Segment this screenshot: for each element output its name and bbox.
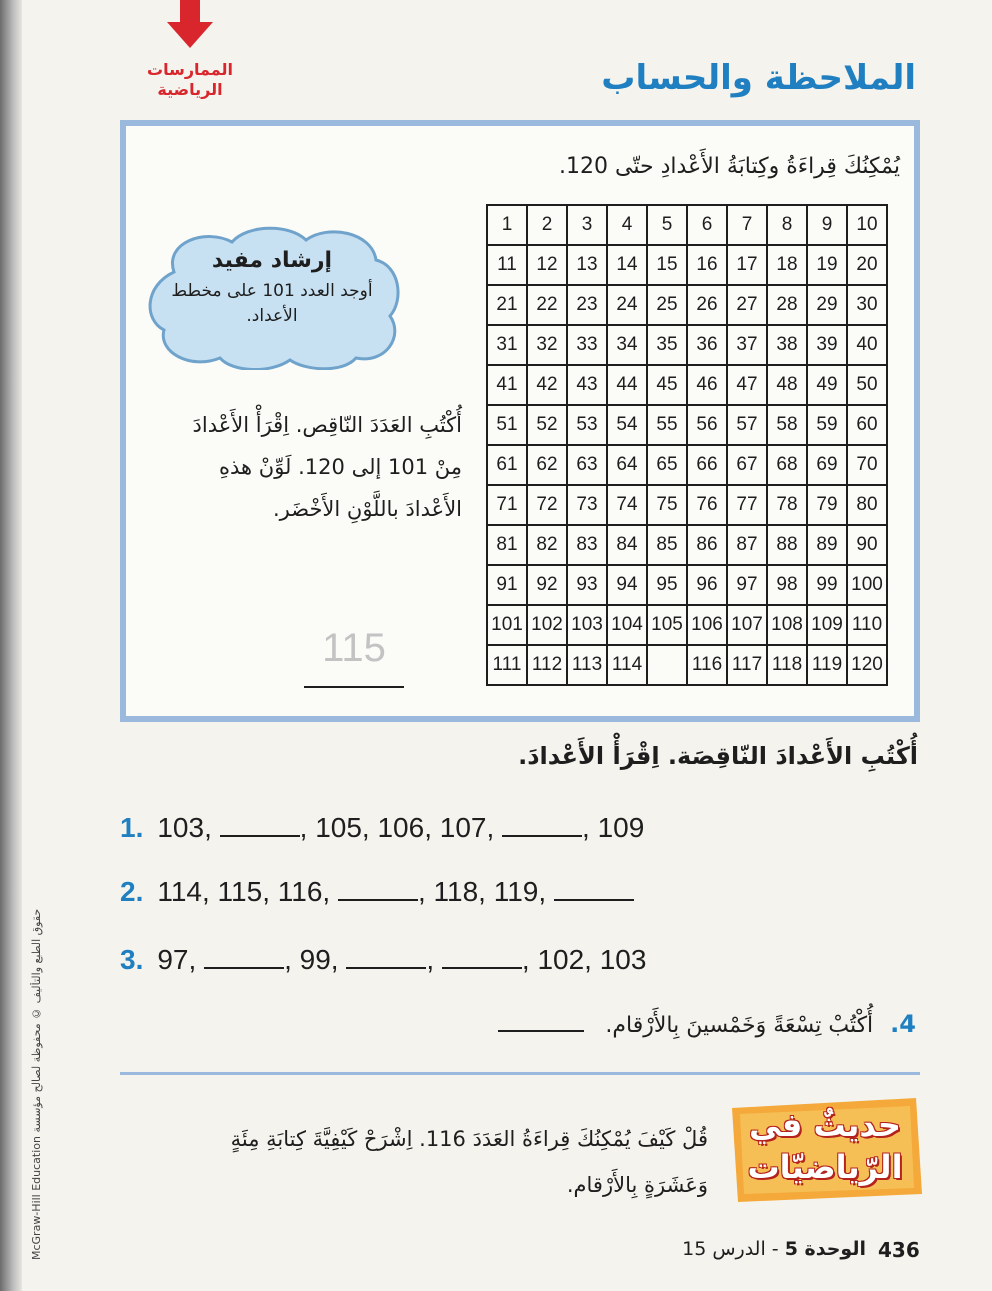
chart-cell: 44: [607, 365, 647, 405]
chart-cell: 70: [847, 445, 887, 485]
chart-cell: 104: [607, 605, 647, 645]
chart-row: [487, 445, 887, 485]
chart-cell: 45: [647, 365, 687, 405]
chart-cell: 73: [567, 485, 607, 525]
chart-cell: 108: [767, 605, 807, 645]
lesson-label: الدرس 15: [682, 1238, 766, 1260]
chart-cell: 15: [647, 245, 687, 285]
chart-cell: 35: [647, 325, 687, 365]
chart-cell: 20: [847, 245, 887, 285]
exercise-number: 2.: [120, 876, 144, 907]
hundreds-chart: [486, 204, 888, 686]
chart-cell: 41: [487, 365, 527, 405]
chart-row: [487, 205, 887, 245]
chart-cell: 61: [487, 445, 527, 485]
chart-cell: 55: [647, 405, 687, 445]
math-talk-title: [740, 1104, 910, 1188]
chart-cell: 59: [807, 405, 847, 445]
chart-cell: 42: [527, 365, 567, 405]
chart-cell: 9: [807, 205, 847, 245]
unit-label: الوحدة 5: [784, 1238, 866, 1260]
exercise-4-text: أُكْتُبْ تِسْعَةً وَخَمْسينَ بِالأَرْقام.: [605, 1013, 874, 1038]
chart-cell: 34: [607, 325, 647, 365]
chart-row: [487, 365, 887, 405]
exercise-number: 1.: [120, 812, 144, 843]
chart-cell: 14: [607, 245, 647, 285]
chart-cell: 86: [687, 525, 727, 565]
chart-cell: 77: [727, 485, 767, 525]
chart-cell: 43: [567, 365, 607, 405]
chart-cell: 102: [527, 605, 567, 645]
chart-cell-empty[interactable]: [647, 645, 687, 685]
chart-row: [487, 485, 887, 525]
chart-row: [487, 565, 887, 605]
chart-row: [487, 525, 887, 565]
example-answer: 115: [322, 626, 386, 670]
page-number: 436: [878, 1238, 920, 1262]
exercise-number-text: , 102, 103: [521, 944, 647, 975]
chart-cell: 109: [807, 605, 847, 645]
instructions-text: أُكْتُبِ العَدَدَ النّاقِص. اِقْرَأْ الأَعْدادَ مِنْ 101 إلى 120. لَوِّنْ هذهِ الأَعْدادَ باللَّوْنِ الأَخْضَر.: [192, 413, 462, 521]
section-divider: [120, 1072, 920, 1075]
chart-cell: 68: [767, 445, 807, 485]
answer-blank[interactable]: [442, 945, 522, 969]
chart-cell: 83: [567, 525, 607, 565]
chart-cell: 87: [727, 525, 767, 565]
chart-cell: 69: [807, 445, 847, 485]
chart-cell: 117: [727, 645, 767, 685]
example-answer-line: [304, 686, 404, 688]
chart-cell: 110: [847, 605, 887, 645]
chart-cell: 37: [727, 325, 767, 365]
chart-cell: 85: [647, 525, 687, 565]
chart-cell: 64: [607, 445, 647, 485]
chart-cell: 8: [767, 205, 807, 245]
chart-cell: 53: [567, 405, 607, 445]
chart-cell: 107: [727, 605, 767, 645]
exercise-number-text: 114, 115, 116,: [157, 876, 338, 907]
chart-row: [487, 605, 887, 645]
chart-cell: 52: [527, 405, 567, 445]
chart-cell: 10: [847, 205, 887, 245]
chart-cell: 106: [687, 605, 727, 645]
math-talk-line-2: الرّياضيّات: [747, 1148, 903, 1186]
exercise-number-text: 103,: [157, 812, 220, 843]
chart-cell: 12: [527, 245, 567, 285]
chart-cell: 96: [687, 565, 727, 605]
chart-cell: 29: [807, 285, 847, 325]
chart-cell: 18: [767, 245, 807, 285]
chart-row: [487, 285, 887, 325]
answer-blank[interactable]: [498, 1008, 584, 1032]
chart-cell: 93: [567, 565, 607, 605]
answer-blank[interactable]: [554, 877, 634, 901]
chart-cell: 28: [767, 285, 807, 325]
chart-cell: 24: [607, 285, 647, 325]
chart-cell: 5: [647, 205, 687, 245]
chart-cell: 3: [567, 205, 607, 245]
chart-cell: 84: [607, 525, 647, 565]
chart-cell: 25: [647, 285, 687, 325]
chart-cell: 105: [647, 605, 687, 645]
chart-cell: 33: [567, 325, 607, 365]
chart-cell: 95: [647, 565, 687, 605]
chart-cell: 114: [607, 645, 647, 685]
chart-cell: 111: [487, 645, 527, 685]
chart-cell: 63: [567, 445, 607, 485]
math-practices-label: [135, 60, 245, 100]
chart-row: [487, 325, 887, 365]
math-talk-text: قُلْ كَيْفَ يُمْكِنُكَ قِراءَةُ العَدَدَ 116. اِشْرَحْ كَيْفِيَّةَ كِتابَةِ مِئَةٍ وَعَشَرَةٍ بِالأَرْقام.: [230, 1127, 708, 1197]
chart-cell: 80: [847, 485, 887, 525]
chart-cell: 54: [607, 405, 647, 445]
chart-cell: 26: [687, 285, 727, 325]
chart-cell: 19: [807, 245, 847, 285]
down-arrow-icon: [165, 0, 215, 50]
exercise-4: [498, 1008, 916, 1038]
chart-cell: 71: [487, 485, 527, 525]
chart-cell: 7: [727, 205, 767, 245]
chart-cell: 81: [487, 525, 527, 565]
chart-cell: 79: [807, 485, 847, 525]
chart-cell: 23: [567, 285, 607, 325]
chart-cell: 2: [527, 205, 567, 245]
chart-cell: 74: [607, 485, 647, 525]
chart-cell: 103: [567, 605, 607, 645]
math-talk-line-1: حديثٌ في: [749, 1106, 901, 1144]
chart-cell: 58: [767, 405, 807, 445]
chart-cell: 6: [687, 205, 727, 245]
chart-cell: 62: [527, 445, 567, 485]
chart-cell: 116: [687, 645, 727, 685]
chart-cell: 66: [687, 445, 727, 485]
intro-text: يُمْكِنُكَ قِراءَةُ وكِتابَةُ الأَعْدادِ حتّى 120.: [559, 154, 900, 179]
chart-cell: 4: [607, 205, 647, 245]
chart-cell: 65: [647, 445, 687, 485]
chart-cell: 89: [807, 525, 847, 565]
section-heading: أُكْتُبِ الأَعْدادَ النّاقِصَة. اِقْرَأْ الأَعْدادَ.: [518, 742, 918, 770]
exercise-number-text: , 118, 119,: [417, 876, 554, 907]
chart-cell: 22: [527, 285, 567, 325]
chart-row: [487, 245, 887, 285]
chart-cell: 88: [767, 525, 807, 565]
chart-cell: 13: [567, 245, 607, 285]
chart-cell: 98: [767, 565, 807, 605]
chart-cell: 94: [607, 565, 647, 605]
chart-cell: 17: [727, 245, 767, 285]
chart-cell: 46: [687, 365, 727, 405]
chart-cell: 40: [847, 325, 887, 365]
chart-cell: 39: [807, 325, 847, 365]
book-spine-shadow: [0, 0, 22, 1291]
hint-title: إرشاد مفيد: [211, 248, 333, 273]
lesson-box: [120, 120, 920, 722]
chart-row: [487, 645, 887, 685]
chart-cell: 16: [687, 245, 727, 285]
practice-label-line-1: الممارسات: [147, 60, 233, 79]
hint-body: أوجد العدد 101 على مخطط الأعداد.: [171, 281, 373, 326]
answer-blank[interactable]: [346, 945, 426, 969]
chart-cell: 120: [847, 645, 887, 685]
chart-cell: 113: [567, 645, 607, 685]
chart-cell: 101: [487, 605, 527, 645]
chart-cell: 11: [487, 245, 527, 285]
chart-cell: 78: [767, 485, 807, 525]
chart-cell: 99: [807, 565, 847, 605]
chart-cell: 118: [767, 645, 807, 685]
exercise-number-text: , 105, 106, 107,: [299, 812, 503, 843]
exercise-number-text: ,: [426, 944, 442, 975]
side-credit-text: McGraw-Hill Education حقوق الطبع والتأليف © محفوظة لصالح مؤسسة: [30, 908, 43, 1260]
chart-cell: 100: [847, 565, 887, 605]
chart-row: [487, 405, 887, 445]
chart-cell: 90: [847, 525, 887, 565]
chart-cell: 31: [487, 325, 527, 365]
answer-blank[interactable]: [338, 877, 418, 901]
chart-cell: 32: [527, 325, 567, 365]
hint-note: [160, 248, 384, 329]
chart-cell: 1: [487, 205, 527, 245]
chart-cell: 51: [487, 405, 527, 445]
unit-lesson-label: [682, 1238, 866, 1260]
exercise-4-number: 4.: [890, 1010, 916, 1038]
exercise-3: [120, 944, 646, 976]
exercise-number-text: 97,: [157, 944, 205, 975]
chart-cell: 75: [647, 485, 687, 525]
chart-cell: 97: [727, 565, 767, 605]
chart-cell: 47: [727, 365, 767, 405]
chart-cell: 38: [767, 325, 807, 365]
chart-cell: 91: [487, 565, 527, 605]
chart-cell: 76: [687, 485, 727, 525]
chart-cell: 56: [687, 405, 727, 445]
answer-blank[interactable]: [204, 945, 284, 969]
chart-cell: 21: [487, 285, 527, 325]
chart-cell: 36: [687, 325, 727, 365]
answer-blank[interactable]: [220, 813, 300, 837]
footer-separator: -: [771, 1238, 779, 1260]
chart-cell: 82: [527, 525, 567, 565]
exercise-2: [120, 876, 634, 908]
exercise-number: 3.: [120, 944, 144, 975]
page-title: الملاحظة والحساب: [601, 58, 916, 98]
chart-cell: 72: [527, 485, 567, 525]
chart-cell: 49: [807, 365, 847, 405]
chart-cell: 112: [527, 645, 567, 685]
answer-blank[interactable]: [502, 813, 582, 837]
chart-cell: 27: [727, 285, 767, 325]
chart-cell: 67: [727, 445, 767, 485]
chart-cell: 57: [727, 405, 767, 445]
chart-cell: 30: [847, 285, 887, 325]
exercise-number-text: , 109: [582, 812, 645, 843]
exercise-number-text: , 99,: [284, 944, 347, 975]
chart-cell: 119: [807, 645, 847, 685]
practice-label-line-2: الرياضية: [157, 80, 223, 99]
chart-cell: 48: [767, 365, 807, 405]
exercise-1: [120, 812, 644, 844]
chart-cell: 50: [847, 365, 887, 405]
chart-cell: 92: [527, 565, 567, 605]
chart-cell: 60: [847, 405, 887, 445]
